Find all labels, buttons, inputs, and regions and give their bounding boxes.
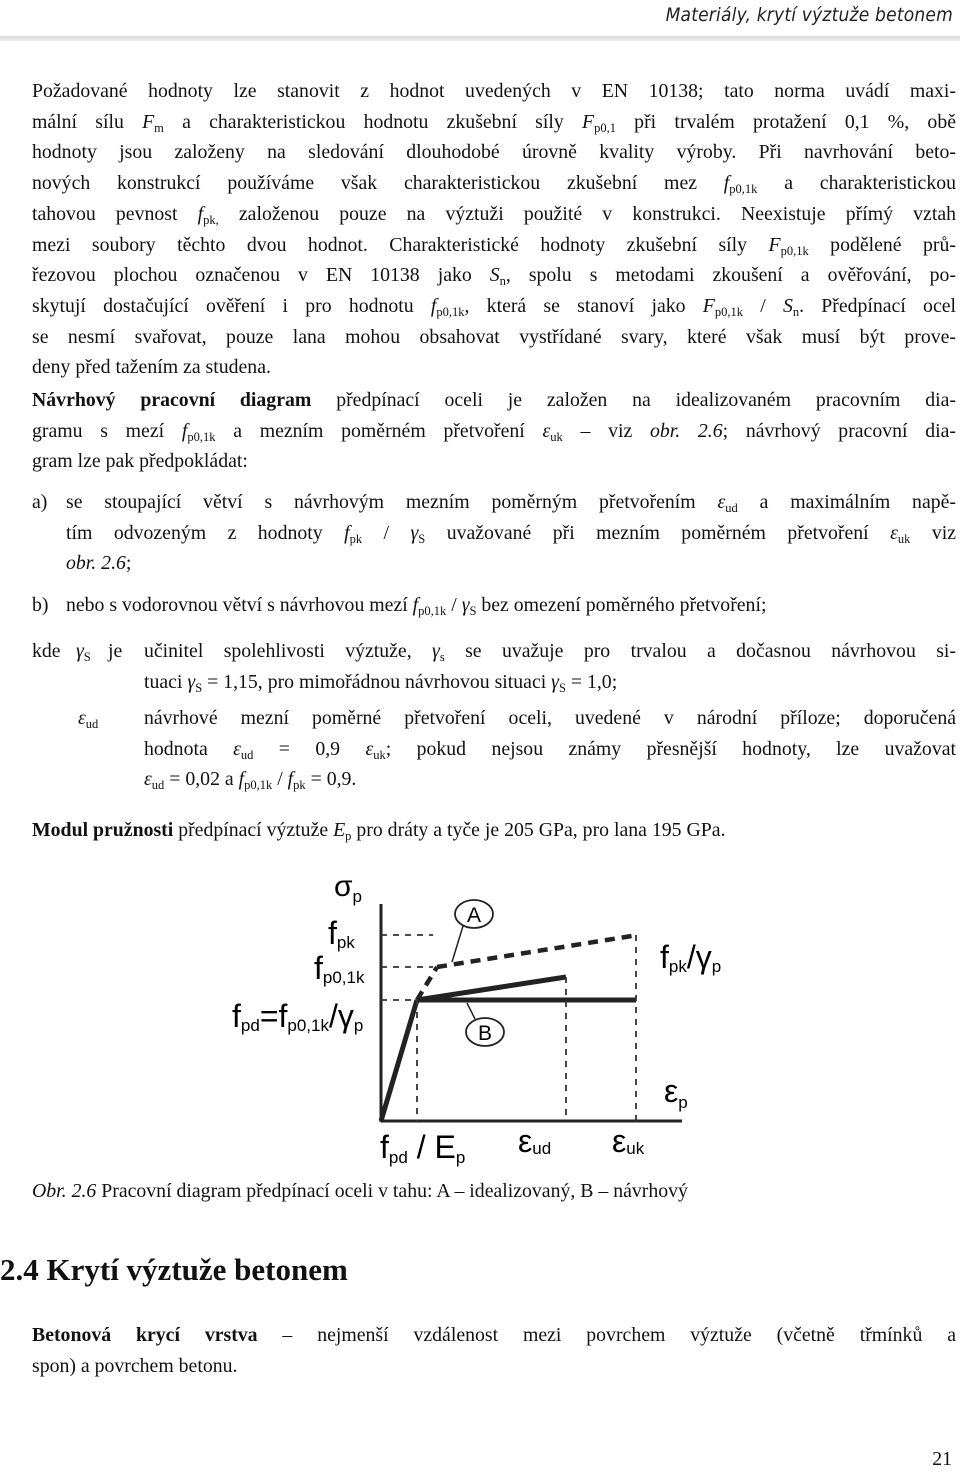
curve-b-leader — [467, 1003, 475, 1019]
curve-a-label: A — [466, 904, 482, 927]
figure-caption-text: Pracovní diagram předpínací oceli v tahu: A – idealizovaný, B – návrhový — [96, 1180, 688, 1202]
para2-line: gramu s mezí $f_{p0,1k}$ a mezním poměrném přetvoření $\varepsilon_{uk}$ – viz obr. 2.6; návrhový pracovní dia- — [32, 419, 956, 444]
figure-caption — [32, 1180, 688, 1203]
fpk-label: fpk — [328, 915, 355, 952]
para2-line: Návrhový pracovní diagram předpínací oceli je založen na idealizovaném pracovním dia- — [32, 389, 956, 411]
para1-line: deny před tažením za studena. — [32, 356, 271, 379]
curve-a-leader — [452, 926, 463, 962]
paragraph-design-diagram — [32, 385, 956, 477]
curve-a-upper — [437, 935, 638, 967]
para1-line: Požadované hodnoty lze stanovit z hodnot uvedených v EN 10138; tato norma uvádí maxi- — [32, 80, 956, 102]
curve-b-label: B — [477, 1022, 493, 1045]
running-header-title: Materiály, krytí výztuže betonem — [665, 4, 953, 26]
curve-b-inclined — [417, 977, 566, 1000]
para1-line: mální sílu $F_m$ a charakteristickou hodnotu zkušební síly $F_{p0,1}$ při trvalém protažení 0,1 %, obě — [32, 110, 956, 135]
para1-line: řezovou plochou označenou v EN 10138 jako $S_n$, spolu s metodami zkoušení a ověřování, po- — [32, 264, 956, 289]
para1-line: skytují dostačující ověření i pro hodnotu $f_{p0,1k}$, která se stanoví jako $F_{p0,1k} / S_n$. Předpínací ocel — [32, 294, 957, 319]
paragraph-requirements — [32, 76, 956, 383]
fpd-label: fpd=fp0,1k/γp — [232, 998, 364, 1035]
where-definition-eps-ud: návrhové mezní poměrné přetvoření oceli, uvedené v národní příloze; doporučená hodnota $\varepsilon_{ud} = 0,9$ $\varepsilon_{uk}$; pokud nejsou známy přesnější hodnoty, lze uvažovat $\varepsilon_{ud} = 0,02$ a $f_{p0,1k} / f_{pk} = 0,9$. — [144, 707, 956, 793]
page-number: 21 — [932, 1448, 952, 1470]
stress-strain-diagram — [0, 862, 960, 1182]
figure-number: Obr. 2.6 — [32, 1180, 97, 1202]
eps-ud-label: εud — [518, 1123, 552, 1159]
para1-line: tahovou pevnost $f_{pk,}$ založenou pouze na výztuži použité v konstrukci. Neexistuje přímý vztah — [32, 202, 956, 227]
list-item-b: nebo s vodorovnou větví s návrhovou mezí $f_{p0,1k} / \gamma_S$ bez omezení poměrného přetvoření; — [66, 594, 767, 618]
para1-line: mezi soubory těchto dvou hodnot. Charakteristické hodnoty zkušební síly $F_{p0,1k}$ podělené prů- — [32, 233, 956, 258]
fpk-gamma-label: fpk/γp — [660, 939, 722, 976]
para1-line: se nesmí svařovat, pouze lana mohou obsahovat vystřídané svary, které však musí být prove- — [32, 325, 956, 348]
para1-line: nových konstrukcí používáme však charakteristickou zkušební mez $f_{p0,1k}$ a charakteristickou — [32, 172, 956, 197]
list-label-a: a) — [32, 491, 48, 513]
where-symbol-gamma-s: $\gamma_S$ — [76, 640, 91, 664]
paragraph-concrete-cover: Betonová krycí vrstva – nejmenší vzdálenost mezi povrchem výztuže (včetně třmínků a spon) a povrchem betonu. — [32, 1324, 956, 1377]
elastic-strain-label: fpd / Ep — [380, 1129, 466, 1167]
section-heading: 2.4 Krytí výztuže betonem — [0, 1252, 348, 1287]
where-symbol-eps-ud: $\varepsilon_{ud}$ — [78, 707, 99, 731]
header-rule — [0, 36, 960, 41]
eps-uk-label: εuk — [612, 1123, 645, 1159]
where-definition-gamma-s: učinitel spolehlivosti výztuže, $\gamma_s$ se uvažuje pro trvalou a dočasnou návrhovou si- tuaci $\gamma_S = 1,15$, pro mimořádnou návrhovou situaci $\gamma_S = 1,0$; — [144, 640, 956, 695]
para1-line: hodnoty jsou založeny na sledování dlouhodobé úrovně kvality výroby. Při navrhování beto- — [32, 141, 956, 164]
x-axis-label: εp — [664, 1073, 688, 1112]
where-je: je — [108, 640, 123, 662]
list-item-a: se stoupající větví s návrhovým mezním poměrným přetvořením $\varepsilon_{ud}$ a maximálním napě- tím odvozeným z hodnoty $f_{pk} / \gamma_S$ uvažované při mezním poměrném přetvoření $\varepsilon_{uk}$ viz obr. 2.6; — [66, 491, 957, 575]
list-label-b: b) — [32, 594, 49, 616]
paragraph-modulus: Modul pružnosti předpínací výztuže $E_p$ pro dráty a tyče je 205 GPa, pro lana 195 GPa. — [32, 819, 726, 843]
fp01k-label: fp0,1k — [314, 950, 365, 987]
para2-line: gram lze pak předpokládat: — [32, 450, 248, 473]
where-keyword: kde — [32, 640, 61, 662]
elastic-branch — [381, 1000, 417, 1121]
y-axis-label: $\sigma_p$ — [334, 870, 362, 906]
